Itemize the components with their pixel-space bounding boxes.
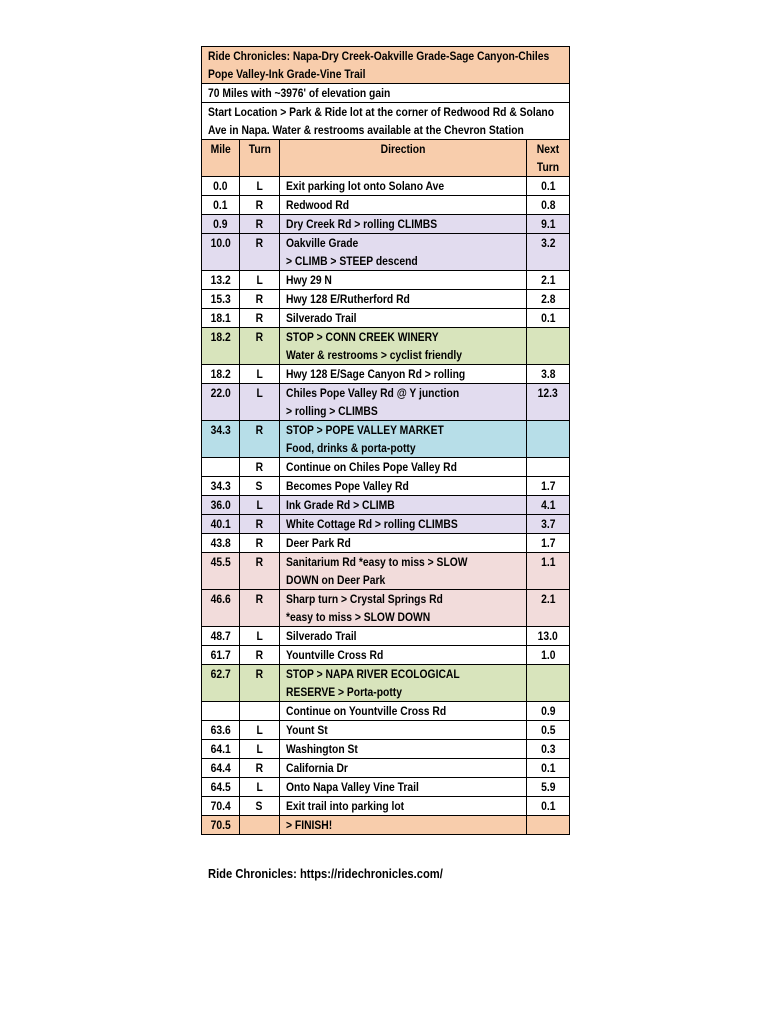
cue-row (202, 665, 570, 702)
cue-turn: R (240, 328, 280, 365)
cue-turn: L (240, 778, 280, 797)
cue-direction: STOP > POPE VALLEY MARKET Food, drinks & porta-potty (280, 421, 527, 458)
route-title: Ride Chronicles: Napa-Dry Creek-Oakville Grade-Sage Canyon-Chiles Pope Valley-Ink Grade-Vine Trail (202, 47, 570, 84)
cue-next-turn: 2.1 (527, 271, 570, 290)
cue-row (202, 627, 570, 646)
cue-direction: STOP > NAPA RIVER ECOLOGICAL RESERVE > Porta-potty (280, 665, 527, 702)
cue-next-turn: 4.1 (527, 496, 570, 515)
cue-mile: 34.3 (202, 477, 240, 496)
cue-direction: Continue on Yountville Cross Rd (280, 702, 527, 721)
cue-next-turn: 2.8 (527, 290, 570, 309)
cue-direction: Oakville Grade > CLIMB > STEEP descend (280, 234, 527, 271)
cue-turn: R (240, 590, 280, 627)
cue-turn (240, 816, 280, 835)
start-row (202, 103, 570, 140)
header-next-turn: Next Turn (527, 140, 570, 177)
cue-mile: 62.7 (202, 665, 240, 702)
cue-row (202, 365, 570, 384)
cue-turn: R (240, 458, 280, 477)
cue-next-turn: 3.8 (527, 365, 570, 384)
start-location: Start Location > Park & Ride lot at the corner of Redwood Rd & Solano Ave in Napa. Water & restrooms available at the Chevron Station (202, 103, 570, 140)
cue-turn: R (240, 646, 280, 665)
cue-row (202, 816, 570, 835)
cue-next-turn: 0.5 (527, 721, 570, 740)
cue-direction: Continue on Chiles Pope Valley Rd (280, 458, 527, 477)
cue-next-turn: 1.1 (527, 553, 570, 590)
route-summary: 70 Miles with ~3976' of elevation gain (202, 84, 570, 103)
cue-next-turn: 0.8 (527, 196, 570, 215)
cue-direction: White Cottage Rd > rolling CLIMBS (280, 515, 527, 534)
cue-row (202, 646, 570, 665)
cue-row (202, 515, 570, 534)
cue-mile: 64.5 (202, 778, 240, 797)
cue-row (202, 797, 570, 816)
cue-direction: Washington St (280, 740, 527, 759)
cue-mile: 0.0 (202, 177, 240, 196)
cue-turn: R (240, 553, 280, 590)
cue-row (202, 759, 570, 778)
cue-mile: 45.5 (202, 553, 240, 590)
cue-turn: S (240, 477, 280, 496)
cue-mile: 70.5 (202, 816, 240, 835)
cue-turn: L (240, 740, 280, 759)
cue-mile: 36.0 (202, 496, 240, 515)
cue-row (202, 590, 570, 627)
cue-turn: L (240, 271, 280, 290)
cue-next-turn: 5.9 (527, 778, 570, 797)
cue-mile: 64.1 (202, 740, 240, 759)
cue-mile: 18.2 (202, 328, 240, 365)
cue-mile: 10.0 (202, 234, 240, 271)
cue-row (202, 290, 570, 309)
cue-direction: Chiles Pope Valley Rd @ Y junction > rolling > CLIMBS (280, 384, 527, 421)
cue-row (202, 553, 570, 590)
cue-row (202, 702, 570, 721)
cue-row (202, 328, 570, 365)
cue-next-turn: 9.1 (527, 215, 570, 234)
cue-direction: Yount St (280, 721, 527, 740)
cue-direction: Exit trail into parking lot (280, 797, 527, 816)
cue-mile: 22.0 (202, 384, 240, 421)
cue-next-turn: 12.3 (527, 384, 570, 421)
cue-mile: 34.3 (202, 421, 240, 458)
cue-direction: Hwy 128 E/Sage Canyon Rd > rolling (280, 365, 527, 384)
cue-next-turn: 0.1 (527, 797, 570, 816)
cue-row (202, 721, 570, 740)
cue-mile: 63.6 (202, 721, 240, 740)
cue-mile: 18.1 (202, 309, 240, 328)
cue-direction: Exit parking lot onto Solano Ave (280, 177, 527, 196)
cue-direction: Redwood Rd (280, 196, 527, 215)
cue-turn: R (240, 515, 280, 534)
cue-turn: L (240, 384, 280, 421)
cue-direction: Hwy 29 N (280, 271, 527, 290)
cue-direction: STOP > CONN CREEK WINERY Water & restrooms > cyclist friendly (280, 328, 527, 365)
header-direction: Direction (280, 140, 527, 177)
cue-row (202, 421, 570, 458)
cue-row (202, 309, 570, 328)
cue-next-turn: 1.0 (527, 646, 570, 665)
cue-direction: > FINISH! (280, 816, 527, 835)
cue-turn: L (240, 496, 280, 515)
cue-next-turn: 0.1 (527, 759, 570, 778)
footer-credit: Ride Chronicles: https://ridechronicles.com/ (208, 866, 443, 881)
cue-next-turn: 0.9 (527, 702, 570, 721)
cue-direction: California Dr (280, 759, 527, 778)
cue-row (202, 534, 570, 553)
cue-mile: 0.9 (202, 215, 240, 234)
cue-row (202, 740, 570, 759)
cue-row (202, 384, 570, 421)
cue-turn: R (240, 309, 280, 328)
cue-turn: R (240, 665, 280, 702)
cue-next-turn: 0.1 (527, 177, 570, 196)
cue-direction: Dry Creek Rd > rolling CLIMBS (280, 215, 527, 234)
cue-turn: R (240, 759, 280, 778)
cue-next-turn: 2.1 (527, 590, 570, 627)
cue-next-turn: 13.0 (527, 627, 570, 646)
cue-direction: Ink Grade Rd > CLIMB (280, 496, 527, 515)
cue-mile: 46.6 (202, 590, 240, 627)
cue-turn: L (240, 177, 280, 196)
cue-mile: 70.4 (202, 797, 240, 816)
cue-row (202, 477, 570, 496)
cue-turn: R (240, 534, 280, 553)
cue-turn (240, 702, 280, 721)
cue-direction: Sharp turn > Crystal Springs Rd *easy to miss > SLOW DOWN (280, 590, 527, 627)
cue-table (201, 46, 570, 835)
summary-row (202, 84, 570, 103)
cue-turn: L (240, 721, 280, 740)
cue-row (202, 196, 570, 215)
cue-next-turn: 1.7 (527, 477, 570, 496)
cue-mile: 48.7 (202, 627, 240, 646)
cue-mile: 0.1 (202, 196, 240, 215)
header-mile: Mile (202, 140, 240, 177)
cue-next-turn: 1.7 (527, 534, 570, 553)
cue-turn: R (240, 421, 280, 458)
cue-sheet (201, 46, 569, 835)
cue-turn: R (240, 196, 280, 215)
cue-turn: L (240, 627, 280, 646)
cue-direction: Onto Napa Valley Vine Trail (280, 778, 527, 797)
cue-mile: 61.7 (202, 646, 240, 665)
cue-mile: 43.8 (202, 534, 240, 553)
cue-turn: R (240, 290, 280, 309)
cue-row (202, 271, 570, 290)
cue-direction: Deer Park Rd (280, 534, 527, 553)
cue-mile: 40.1 (202, 515, 240, 534)
cue-next-turn: 3.2 (527, 234, 570, 271)
cue-mile: 18.2 (202, 365, 240, 384)
cue-next-turn: 0.1 (527, 309, 570, 328)
cue-turn: R (240, 234, 280, 271)
cue-direction: Yountville Cross Rd (280, 646, 527, 665)
cue-row (202, 215, 570, 234)
cue-row (202, 177, 570, 196)
cue-row (202, 234, 570, 271)
cue-next-turn: 3.7 (527, 515, 570, 534)
title-row (202, 47, 570, 84)
cue-mile: 15.3 (202, 290, 240, 309)
cue-turn: R (240, 215, 280, 234)
cue-direction: Silverado Trail (280, 309, 527, 328)
cue-turn: S (240, 797, 280, 816)
cue-turn: L (240, 365, 280, 384)
cue-direction: Sanitarium Rd *easy to miss > SLOW DOWN on Deer Park (280, 553, 527, 590)
cue-row (202, 458, 570, 477)
cue-row (202, 496, 570, 515)
cue-mile (202, 702, 240, 721)
cue-mile: 64.4 (202, 759, 240, 778)
header-row (202, 140, 570, 177)
header-turn: Turn (240, 140, 280, 177)
cue-mile (202, 458, 240, 477)
cue-mile: 13.2 (202, 271, 240, 290)
cue-direction: Hwy 128 E/Rutherford Rd (280, 290, 527, 309)
cue-next-turn: 0.3 (527, 740, 570, 759)
cue-row (202, 778, 570, 797)
cue-direction: Becomes Pope Valley Rd (280, 477, 527, 496)
cue-direction: Silverado Trail (280, 627, 527, 646)
